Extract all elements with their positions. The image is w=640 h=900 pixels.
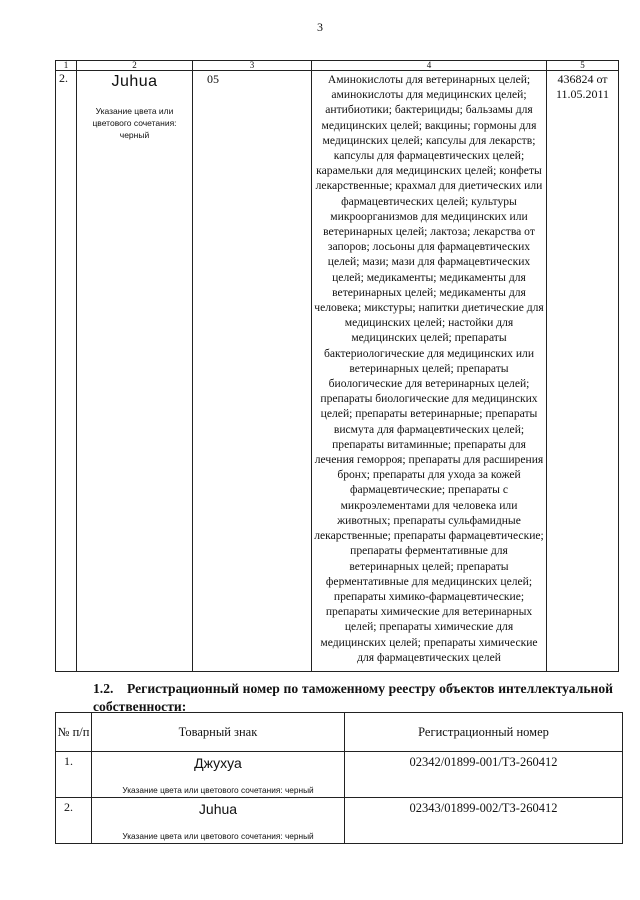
section-heading	[93, 680, 613, 716]
table-row	[56, 798, 623, 844]
section-title: Регистрационный номер по таможенному реестру объектов интеллектуальной собственности:	[93, 681, 613, 714]
table-row	[56, 71, 619, 672]
table-row	[56, 752, 623, 798]
color-note: Указание цвета или цветового сочетания: черный	[122, 785, 314, 795]
section-number: 1.2.	[93, 681, 114, 696]
col-header-4: 4	[312, 61, 547, 71]
header-reg: Регистрационный номер	[345, 713, 623, 752]
col-header-2: 2	[77, 61, 193, 71]
trademark-goods-table	[55, 60, 619, 672]
trademark-cell	[92, 752, 345, 798]
row-number: 1.	[56, 752, 92, 798]
table-header-row	[56, 713, 623, 752]
trademark-image: Juhua	[111, 73, 158, 90]
row-number: 2.	[56, 71, 77, 672]
trademark-cell	[92, 798, 345, 844]
registration-number: 436824 от 11.05.2011	[547, 71, 619, 672]
trademark-image: Juhua	[198, 801, 238, 817]
header-no: № п/п	[56, 713, 92, 752]
trademark-image: Джухуа	[194, 755, 242, 771]
color-note: Указание цвета или цветового сочетания: черный	[122, 831, 314, 841]
row-number: 2.	[56, 798, 92, 844]
goods-list: Аминокислоты для ветеринарных целей; аминокислоты для медицинских целей; антибиотики; бактерициды; бальзамы для медицинских целей; вакцины; гормоны для медицинских целей; капсулы для лекарств; капсулы для фармацевтических целей; карамельки для медицинских целей; конфеты лекарственные; крахмал для диетических или фармацевтических целей; культуры микроорганизмов для медицинских или ветеринарных целей; лактоза; лекарства от запоров; лосьоны для фармацевтических целей; мази; мази для фармацевтических целей; медикаменты; медикаменты для ветеринарных целей; медикаменты для человека; микстуры; напитки диетические для медицинских целей; настойки для медицинских целей; препараты бактериологические для медицинских или ветеринарных целей; препараты биологические для ветеринарных целей; препараты биологические для медицинских целей; препараты ветеринарные; препараты висмута для фармацевтических целей; препараты витаминные; препараты для лечения геморроя; препараты для расширения бронх; препараты для ухода за кожей фармацевтические; препараты с микроэлементами для человека или животных; препараты сульфамидные лекарственные; препараты фармацевтические; препараты ферментативные для ветеринарных целей; препараты ферментативные для медицинских целей; препараты химико-фармацевтические; препараты химические для ветеринарных целей; препараты химические для медицинских целей; препараты химические для фармацевтических целей	[312, 71, 547, 672]
header-mark: Товарный знак	[92, 713, 345, 752]
col-header-3: 3	[193, 61, 312, 71]
trademark-cell	[77, 71, 193, 672]
table-header-row	[56, 61, 619, 71]
color-note: Указание цвета или цветового сочетания: черный	[92, 106, 177, 140]
registration-number: 02343/01899-002/ТЗ-260412	[345, 798, 623, 844]
col-header-5: 5	[547, 61, 619, 71]
page-number: 3	[317, 20, 323, 34]
class-number: 05	[193, 71, 312, 672]
col-header-1: 1	[56, 61, 77, 71]
registration-number: 02342/01899-001/ТЗ-260412	[345, 752, 623, 798]
customs-registry-table	[55, 712, 623, 844]
